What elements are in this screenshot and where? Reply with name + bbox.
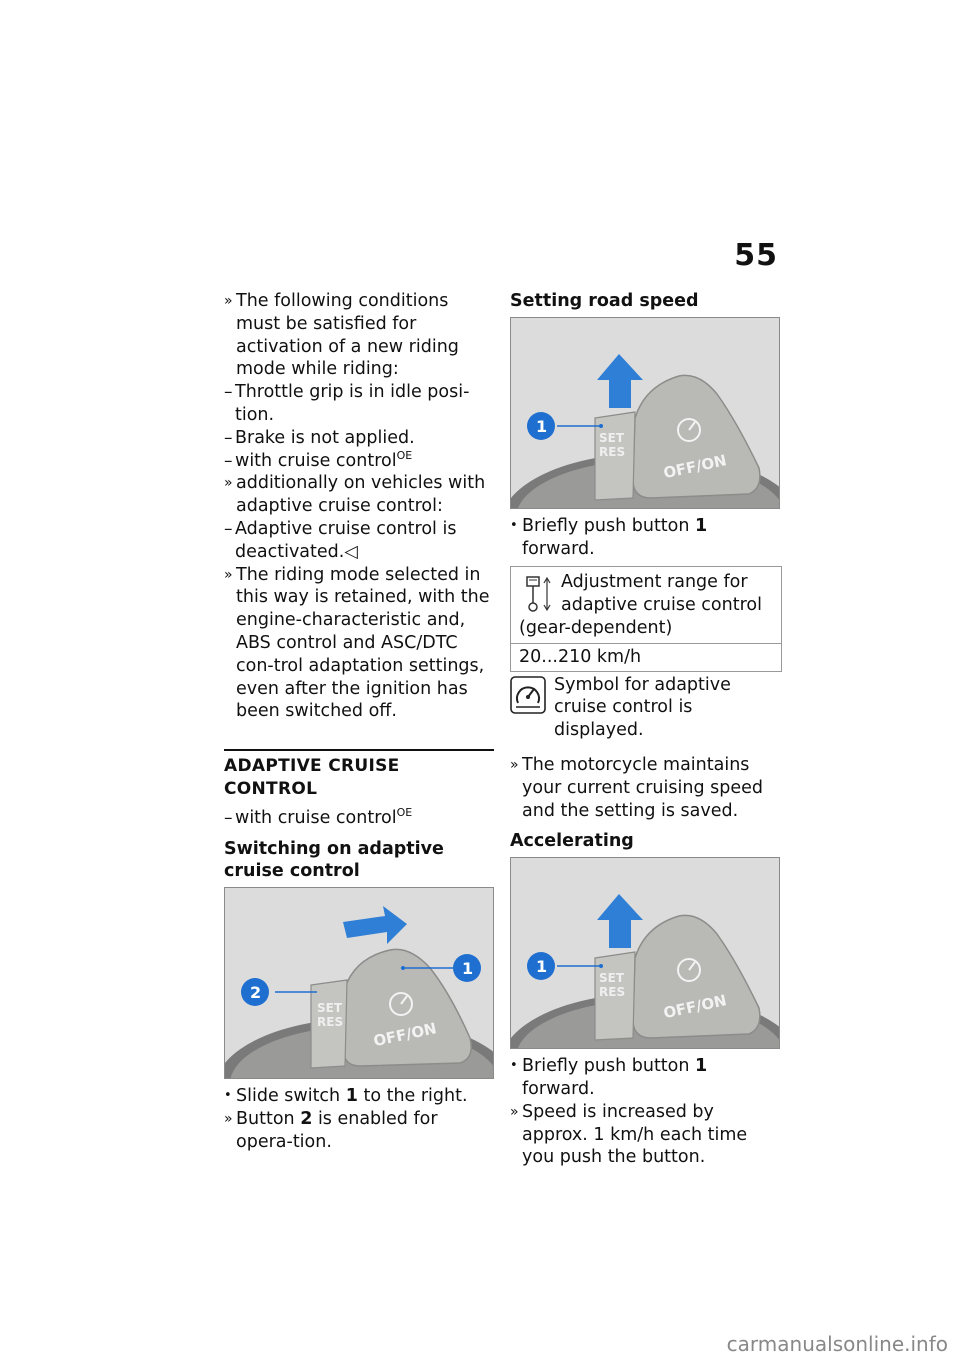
svg-text:1: 1: [536, 957, 548, 977]
list-item: » The following conditions must be satisfied for activation of a new riding mode while riding:: [224, 291, 459, 380]
list-item: » Speed is increased by approx. 1 km/h each time you push the button.: [510, 1101, 748, 1168]
spec-description-note: (gear-dependent): [519, 617, 673, 638]
list-item: – with cruise control$^{OE}$: [224, 448, 413, 471]
watermark: carmanualsonline.info: [726, 1332, 948, 1356]
res-label: RES: [599, 444, 626, 459]
left-column: [224, 290, 494, 1154]
section-note: – with cruise control$^{OE}$: [224, 805, 413, 828]
dash-marker: –: [224, 382, 233, 403]
figure-push-forward: [510, 317, 780, 509]
result-marker: »: [224, 475, 233, 492]
set-label: SET: [317, 1001, 343, 1016]
list-item: » The riding mode selected in this way is retained, with the engine-characteristic and, ABS control and ASC/DTC con-trol adaptation settings, even after the ignition has been switched off.: [224, 564, 490, 722]
list-item: • Slide switch 1 to the right.: [224, 1086, 468, 1107]
set-label: SET: [599, 430, 625, 445]
figure-accelerate: [510, 857, 780, 1049]
res-label: RES: [317, 1015, 344, 1030]
result-marker: »: [224, 566, 233, 583]
list-item: » additionally on vehicles with adaptive cruise control:: [224, 473, 486, 517]
res-label: RES: [599, 985, 626, 1000]
gauge-spec-icon: [523, 575, 553, 613]
bullet-marker: •: [510, 1058, 518, 1074]
svg-text:1: 1: [462, 959, 474, 979]
heading-setting-road-speed: Setting road speed: [510, 291, 699, 311]
svg-text:1: 1: [536, 416, 548, 436]
bullet-marker: •: [224, 1088, 232, 1104]
adaptive-cruise-symbol-icon: [510, 676, 546, 714]
heading-accelerating: Accelerating: [510, 831, 634, 852]
spec-value: 20...210 km/h: [519, 646, 642, 667]
switch-illustration: [225, 888, 493, 1078]
switch-illustration: [511, 858, 779, 1048]
switch-illustration: [511, 318, 779, 508]
set-label: SET: [599, 971, 625, 986]
list-item: – Brake is not applied.: [224, 427, 415, 448]
right-column: [510, 290, 782, 1169]
spec-header: [511, 567, 781, 643]
spec-table: [510, 566, 782, 671]
result-marker: »: [224, 1110, 233, 1127]
dash-marker: –: [224, 518, 233, 539]
symbol-note: Symbol for adaptive cruise control is displayed.: [510, 674, 782, 742]
result-marker: »: [224, 293, 233, 309]
list-item: – Throttle grip is in idle posi-tion.: [224, 382, 470, 425]
list-item: • Briefly push button 1 forward.: [510, 1056, 708, 1099]
result-marker: »: [510, 756, 519, 773]
offon-label: OFF/ON: [371, 1019, 439, 1051]
dash-marker: –: [224, 450, 233, 471]
list-item: » The motorcycle maintains your current cruising speed and the setting is saved.: [510, 754, 763, 821]
spec-description: Adjustment range for adaptive cruise control: [561, 572, 762, 616]
offon-label: OFF/ON: [661, 451, 729, 482]
result-marker: »: [510, 1103, 519, 1120]
offon-label: OFF/ON: [661, 991, 729, 1023]
bullet-marker: •: [510, 517, 518, 533]
dash-marker: –: [224, 427, 233, 448]
oe-superscript: OE: [396, 805, 413, 819]
figure-switch-slide: [224, 887, 494, 1079]
page-number: 55: [734, 238, 778, 273]
svg-text:2: 2: [250, 983, 262, 1003]
list-item: – Adaptive cruise control is deactivated.◁: [224, 518, 457, 562]
section-heading: ADAPTIVE CRUISE CONTROL: [224, 749, 494, 801]
oe-superscript: OE: [396, 448, 413, 462]
dash-marker: –: [224, 807, 233, 828]
list-item: • Briefly push button 1 forward.: [510, 515, 708, 559]
subheading-switching-on: Switching on adaptive cruise control: [224, 838, 444, 882]
list-item: » Button 2 is enabled for opera-tion.: [224, 1108, 438, 1152]
